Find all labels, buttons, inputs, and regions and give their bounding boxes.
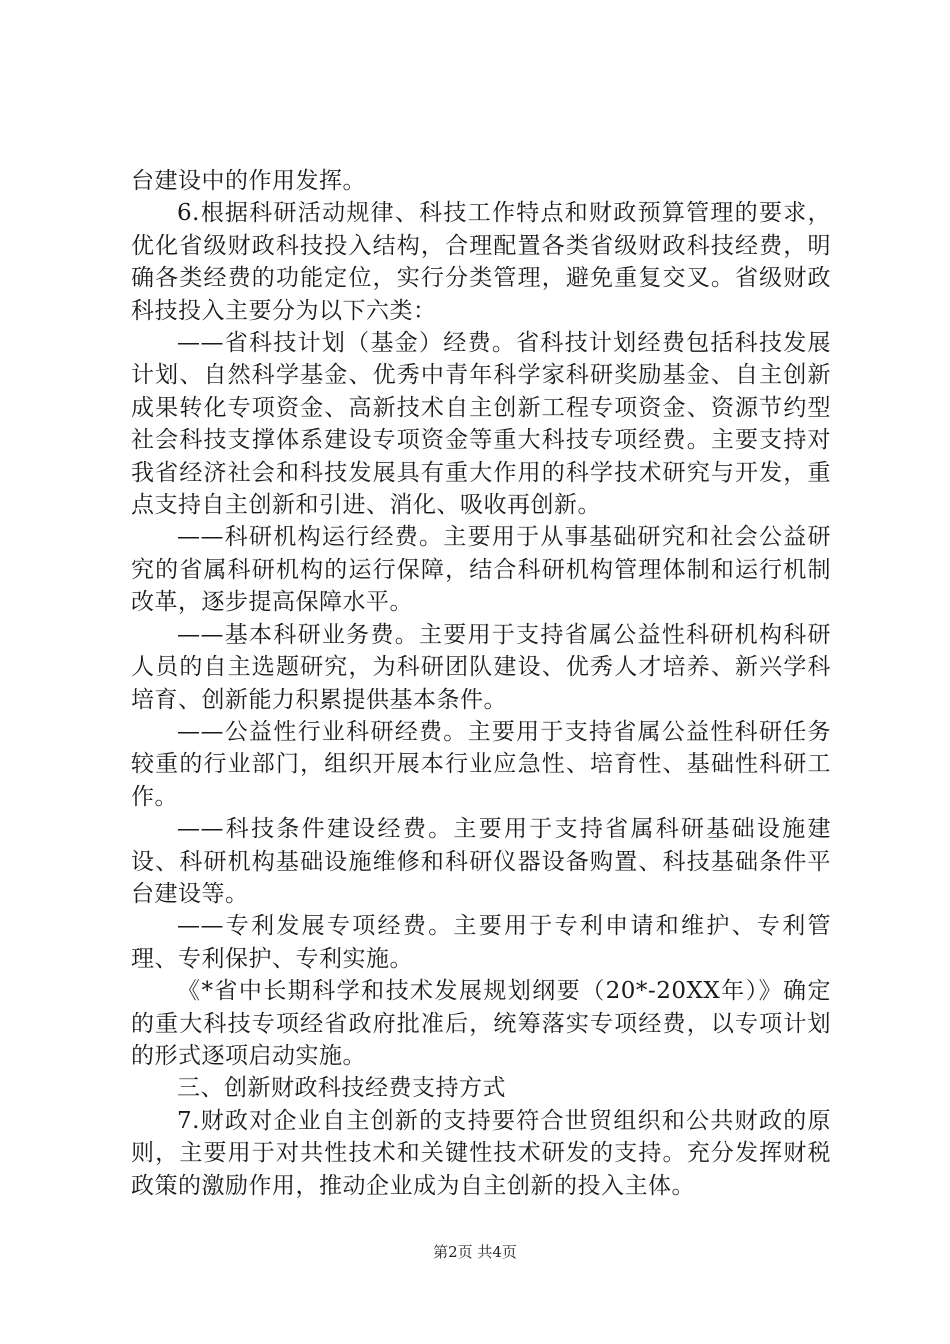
- paragraph-2: 6.根据科研活动规律、科技工作特点和财政预算管理的要求，优化省级财政科技投入结构，合理配置各类省级财政科技经费，明确各类经费的功能定位，实行分类管理，避免重复交叉。省级财政科技投入主要分为以下六类：: [131, 200, 831, 324]
- paragraph-4: ——科研机构运行经费。主要用于从事基础研究和社会公益研究的省属科研机构的运行保障，结合科研机构管理体制和运行机制改革，逐步提高保障水平。: [131, 524, 831, 616]
- paragraph-1: 台建设中的作用发挥。: [131, 168, 366, 194]
- paragraph-11: 7.财政对企业自主创新的支持要符合世贸组织和公共财政的原则，主要用于对共性技术和关键性技术研发的支持。充分发挥财税政策的激励作用，推动企业成为自主创新的投入主体。: [131, 1107, 831, 1199]
- paragraph-6: ——公益性行业科研经费。主要用于支持省属公益性科研任务较重的行业部门，组织开展本行业应急性、培育性、基础性科研工作。: [131, 718, 831, 810]
- page-number: 第2页 共4页: [433, 1243, 517, 1261]
- section-heading: 三、创新财政科技经费支持方式: [177, 1075, 506, 1102]
- paragraph-3: ——省科技计划（基金）经费。省科技计划经费包括科技发展计划、自然科学基金、优秀中青年科学家科研奖励基金、自主创新成果转化专项资金、高新技术自主创新工程专项资金、资源节约型社会科技支撑体系建设专项资金等重大科技专项经费。主要支持对我省经济社会和科技发展具有重大作用的科学技术研究与开发，重点支持自主创新和引进、消化、吸收再创新。: [131, 330, 831, 519]
- document-body: [131, 165, 831, 1202]
- paragraph-8: ——专利发展专项经费。主要用于专利申请和维护、专利管理、专利保护、专利实施。: [131, 913, 831, 972]
- paragraph-5: ——基本科研业务费。主要用于支持省属公益性科研机构科研人员的自主选题研究，为科研团队建设、优秀人才培养、新兴学科培育、创新能力积累提供基本条件。: [131, 621, 831, 713]
- paragraph-7: ——科技条件建设经费。主要用于支持省属科研基础设施建设、科研机构基础设施维修和科研仪器设备购置、科技基础条件平台建设等。: [131, 816, 831, 907]
- paragraph-9: 《*省中长期科学和技术发展规划纲要（20*-20XX年）》确定的重大科技专项经省政府批准后，统筹落实专项经费，以专项计划的形式逐项启动实施。: [131, 978, 831, 1069]
